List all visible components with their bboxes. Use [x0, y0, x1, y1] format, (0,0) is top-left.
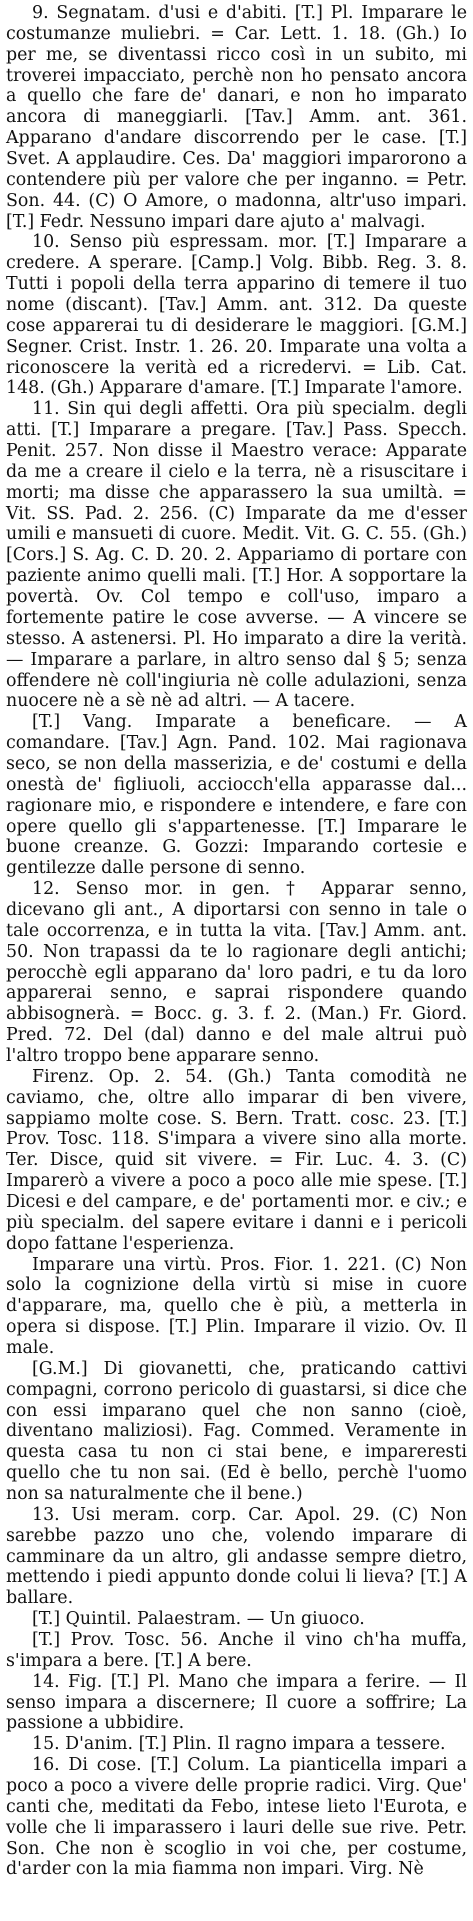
- entry-paragraph-11-cont: [T.] Vang. Imparate a beneficare. — A comandare. [Tav.] Agn. Pand. 102. Mai ragionava seco, se non della masserizia, e de' costumi e della onestà de' figliuoli, acciocch'ella apparasse dal... ragionare mio, e rispondere e intendere, e fare con opere quello gli s'appartenesse. [T.] Imparare le buone creanze. G. Gozzi: Imparando cortesie e gentilezze dalle persone di senno.: [6, 712, 467, 879]
- entry-paragraph-12: 12. Senso mor. in gen. † Apparar senno, dicevano gli ant., A diportarsi con senno in tale o tale occorrenza, e in tutta la vita. [Tav.] Amm. ant. 50. Non trapassi da te lo ragionare degli antichi; perocchè egli apparano da' loro padri, e tu da loro apparerai senno, e saprai rispondere quando abbisognerà. = Bocc. g. 3. f. 2. (Man.) Fr. Giord. Pred. 72. Del (dal) danno e del male altrui può l'altro troppo bene apparare senno.: [6, 879, 467, 1066]
- entry-paragraph-11: 11. Sin qui degli affetti. Ora più specialm. degli atti. [T.] Imparare a pregare. [Tav.] Pass. Specch. Penit. 257. Non disse il Maestro verace: Apparate da me a creare il cielo e la terra, nè a risuscitare i morti; ma disse che apparassero la sua umiltà. = Vit. SS. Pad. 2. 256. (C) Imparate da me d'esser umili e mansueti di cuore. Medit. Vit. G. C. 55. (Gh.) [Cors.] S. Ag. C. D. 20. 2. Appariamo di portare con paziente animo quelli mali. [T.] Hor. A sopportare la povertà. Ov. Col tempo e coll'uso, imparo a fortemente patire le cose avverse. — A vincere se stesso. A astenersi. Pl. Ho imparato a dire la verità. — Imparare a parlare, in altro senso dal § 5; senza offendere nè coll'ingiuria nè colle adulazioni, senza nuocere nè a sè nè ad altri. — A tacere.: [6, 399, 467, 712]
- entry-paragraph-13-prov: [T.] Prov. Tosc. 56. Anche il vino ch'ha muffa, s'impara a bere. [T.] A bere.: [6, 1630, 467, 1671]
- entry-paragraph-13-quintil: [T.] Quintil. Palaestram. — Un giuoco.: [32, 1609, 365, 1630]
- entry-paragraph-13: 13. Usi meram. corp. Car. Apol. 29. (C) Non sarebbe pazzo uno che, volendo imparare di camminare da un altro, gli andasse sempre dietro, mettendo i piedi appunto donde colui li lieva? [T.] A ballare.: [6, 1504, 467, 1609]
- entry-paragraph-12-firenz: Firenz. Op. 2. 54. (Gh.) Tanta comodità ne caviamo, che, oltre allo imparar di ben vivere, sappiamo molte cose. S. Bern. Tratt. cosc. 23. [T.] Prov. Tosc. 118. S'impara a vivere sino alla morte. Ter. Disce, quid sit vivere. = Fir. Luc. 4. 3. (C) Imparerò a vivere a poco a poco alle mie spese. [T.] Dicesi e del campare, e de' portamenti mor. e civ.; e più specialm. del sapere evitare i danni e i pericoli dopo fattane l'esperienza.: [6, 1066, 467, 1254]
- entry-paragraph-10: 10. Senso più espressam. mor. [T.] Imparare a credere. A sperare. [Camp.] Volg. Bibb. Reg. 3. 8. Tutti i popoli della terra apparino di temere il tuo nome (discant). [Tav.] Amm. ant. 312. Da queste cose apparerai tu di desiderare le maggiori. [G.M.] Segner. Crist. Instr. 1. 26. 20. Imparate una volta a riconoscere la verità ed a ricredervi. = Lib. Cat. 148. (Gh.) Apparare d'amare. [T.] Imparate l'amore.: [6, 232, 467, 399]
- entry-paragraph-12-giovanetti: [G.M.] Di giovanetti, che, praticando cattivi compagni, corrono pericolo di guastarsi, si dice che con essi imparano quel che non sanno (cioè, diventano maliziosi). Fag. Commed. Veramente in questa casa tu non ci stai bene, e impareresti quello che tu non sai. (Ed è bello, perchè l'uomo non sa naturalmente che il bene.): [6, 1358, 467, 1505]
- entry-paragraph-16: 16. Di cose. [T.] Colum. La pianticella impari a poco a poco a vivere delle proprie radici. Virg. Que' canti che, meditati da Febo, intese lieto l'Eurota, e volle che li imparassero i lauri delle sue rive. Petr. Son. Che non è scoglio in voi che, per costume, d'arder con la mia fiamma non impari. Virg. Nè: [6, 1755, 467, 1880]
- entry-paragraph-9: 9. Segnatam. d'usi e d'abiti. [T.] Pl. Imparare le costumanze muliebri. = Car. Lett. 1. 18. (Gh.) Io per me, se diventassi ricco così in un subito, mi troverei impacciato, perchè non ho pensato ancora a quello che fare de' danari, e non ho imparato ancora di maneggiarli. [Tav.] Amm. ant. 361. Apparano d'andare discorrendo per le case. [T.] Svet. A applaudire. Ces. Da' maggiori imparorono a contendere più per valore che per inganno. = Petr. Son. 44. (C) O Amore, o madonna, altr'uso impari. [T.] Fedr. Nessuno impari dare ajuto a' malvagi.: [6, 3, 467, 232]
- entry-paragraph-12-virtu: Imparare una virtù. Pros. Fior. 1. 221. (C) Non solo la cognizione della virtù si mise in cuore d'apparare, ma, quello che è più, a metterla in opera si dispose. [T.] Plin. Imparare il vizio. Ov. Il male.: [6, 1254, 467, 1358]
- entry-paragraph-15: 15. D'anim. [T.] Plin. Il ragno impara a tessere.: [32, 1734, 446, 1755]
- entry-paragraph-14: 14. Fig. [T.] Pl. Mano che impara a ferire. — Il senso impara a discernere; Il cuore a soffrire; La passione a ubbidire.: [6, 1671, 467, 1734]
